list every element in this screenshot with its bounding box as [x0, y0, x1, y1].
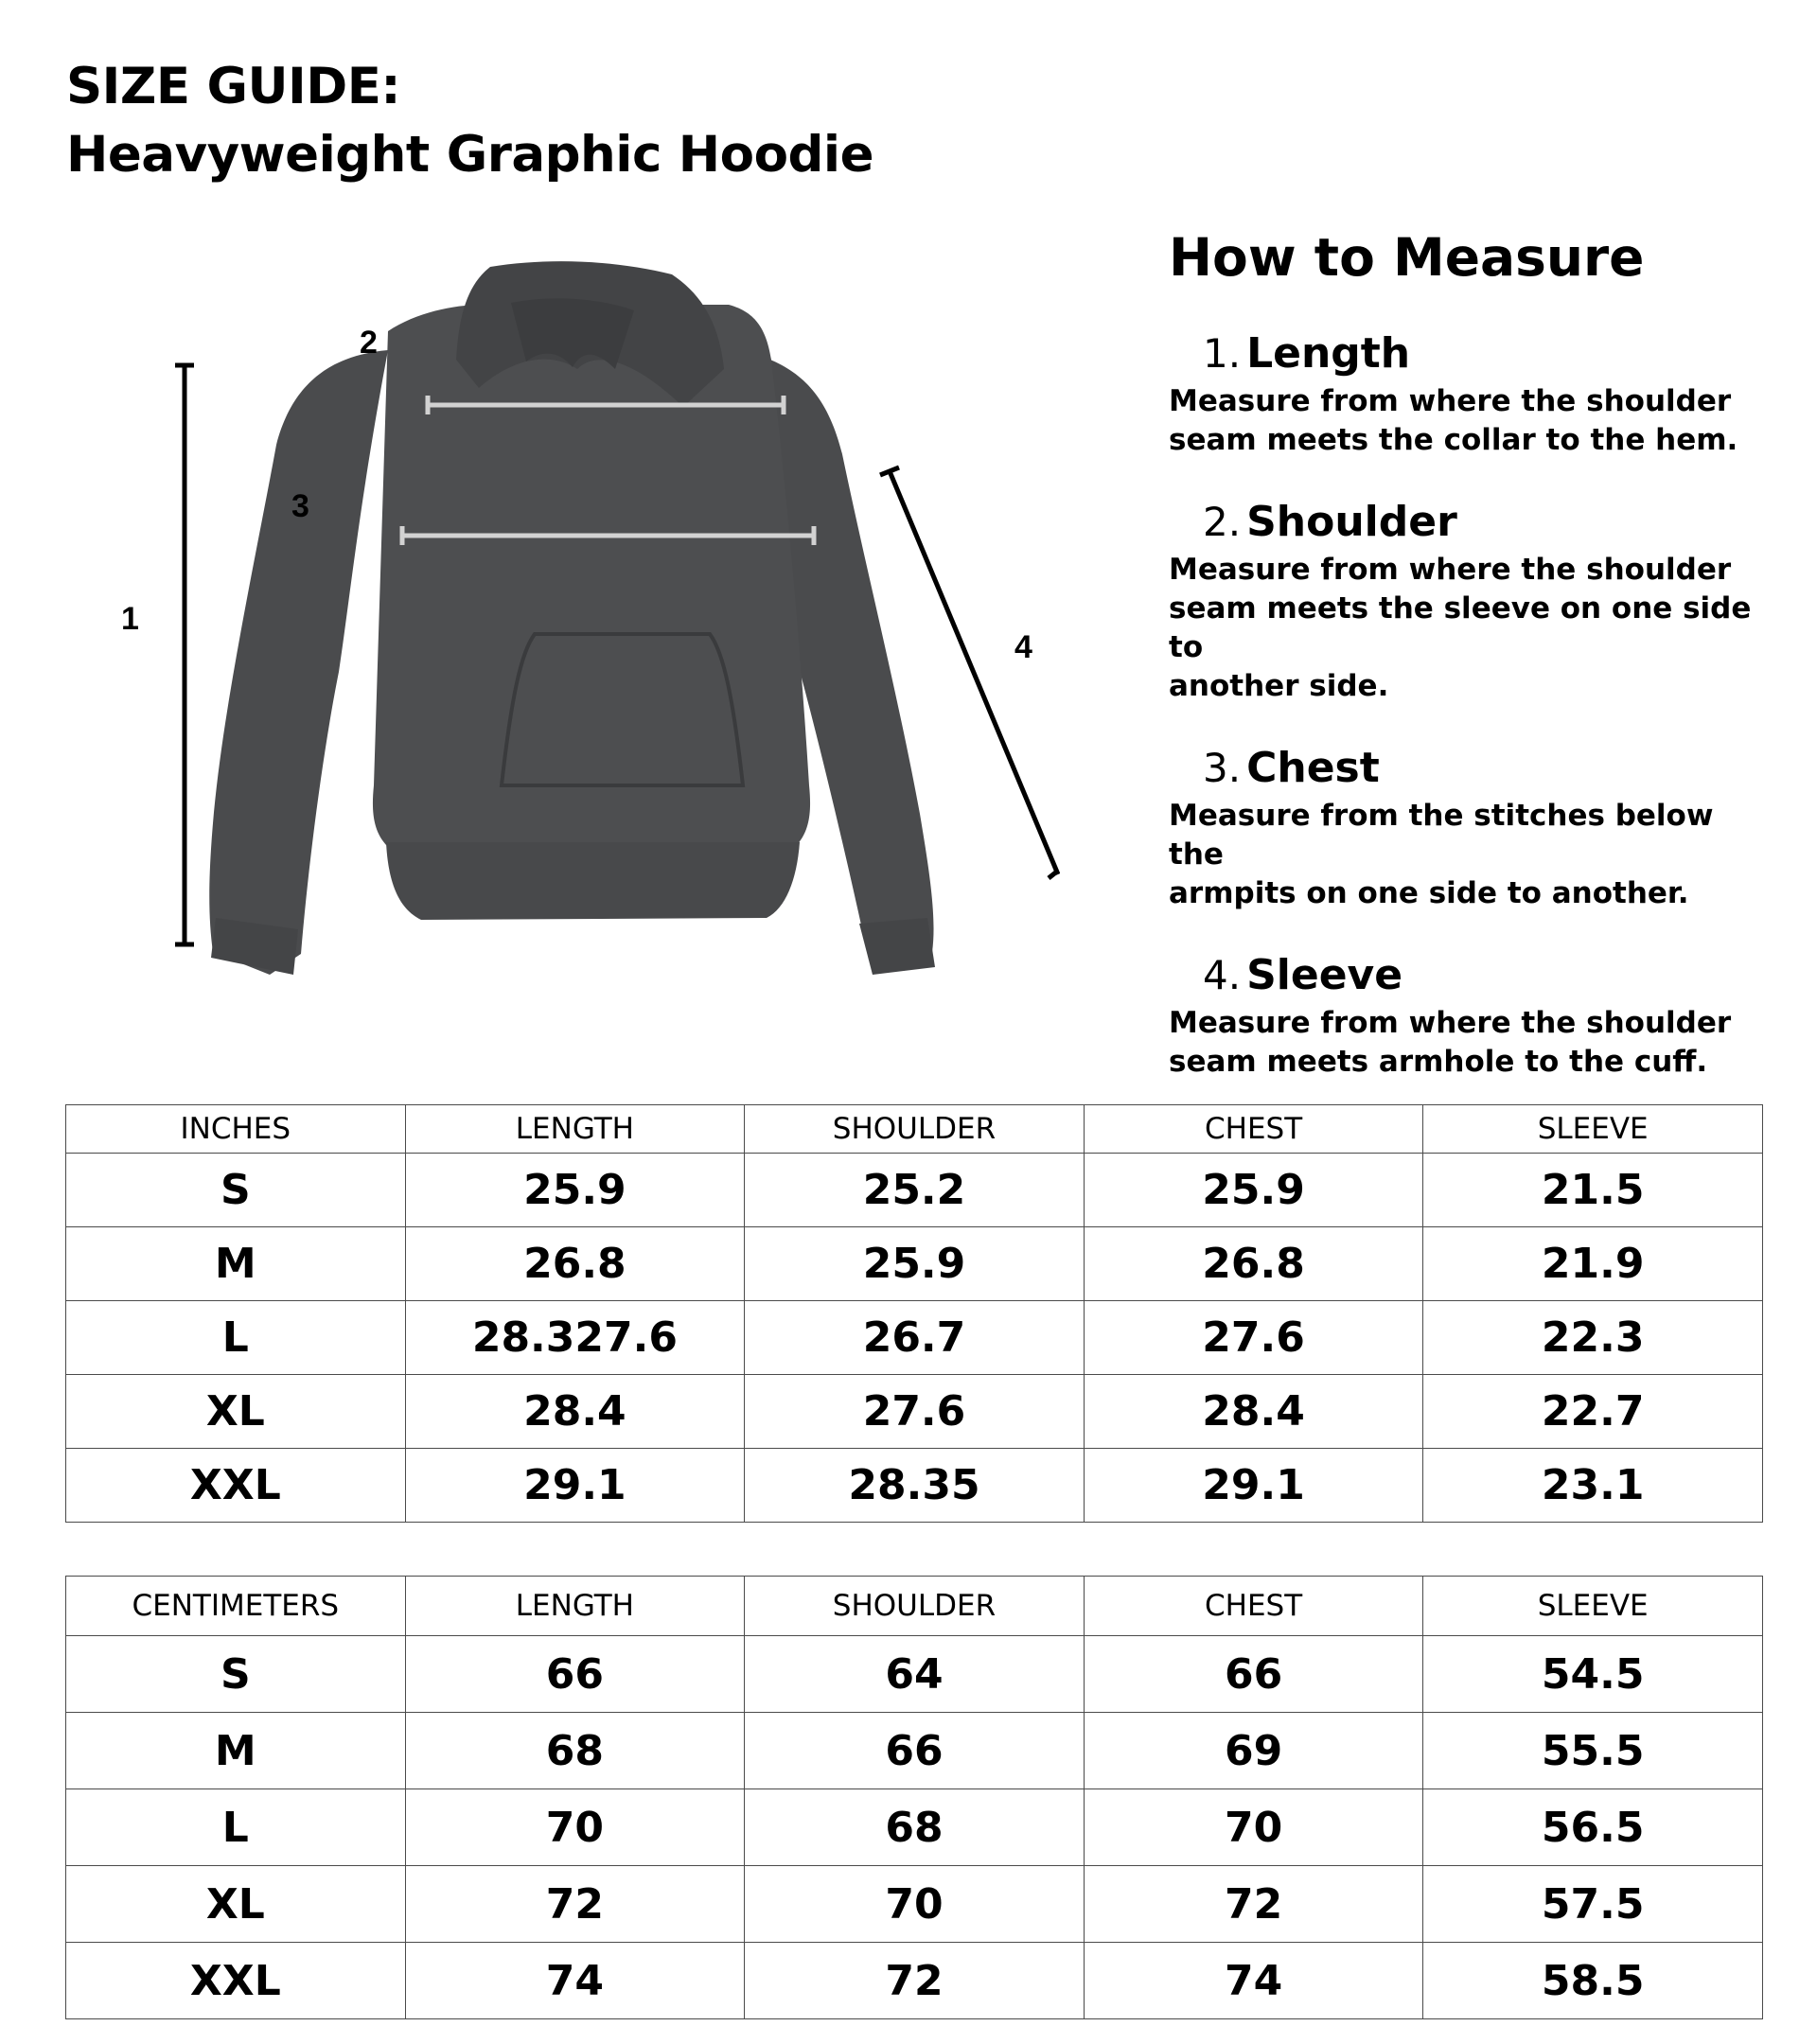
table-cell: 26.8 [1084, 1227, 1423, 1301]
table-cell: 72 [405, 1866, 745, 1943]
measure-step-sleeve [1169, 951, 1774, 1082]
marker-3: 3 [291, 488, 309, 524]
table-cell: 27.6 [745, 1375, 1085, 1449]
table-cell: 70 [1084, 1789, 1423, 1866]
table-cell: 58.5 [1423, 1943, 1763, 2019]
table-cell: 22.3 [1423, 1301, 1763, 1375]
hoodie-hem-band [386, 842, 800, 920]
table-cell: 54.5 [1423, 1636, 1763, 1713]
step-header [1169, 498, 1774, 551]
measure-step-shoulder [1169, 498, 1774, 706]
step-description-line: Measure from where the shoulder [1169, 384, 1732, 418]
column-header: INCHES [66, 1105, 406, 1154]
table-cell: 28.327.6 [405, 1301, 745, 1375]
column-header: CHEST [1084, 1577, 1423, 1636]
measure-step-chest [1169, 744, 1774, 913]
table-cell: XL [66, 1375, 406, 1449]
centimeters-size-table [65, 1576, 1763, 2019]
table-cell: 22.7 [1423, 1375, 1763, 1449]
table-cell: 28.4 [1084, 1375, 1423, 1449]
table-row [66, 1449, 1763, 1523]
step-description [1169, 382, 1774, 460]
table-cell: 21.9 [1423, 1227, 1763, 1301]
table-cell: L [66, 1301, 406, 1375]
step-description-line: another side. [1169, 669, 1389, 703]
step-name: Sleeve [1246, 951, 1403, 999]
table-cell: 66 [405, 1636, 745, 1713]
table-cell: XXL [66, 1449, 406, 1523]
hoodie-measurement-diagram [104, 256, 1060, 1013]
table-cell: 72 [1084, 1866, 1423, 1943]
table-cell: 69 [1084, 1713, 1423, 1789]
right-cuff [859, 918, 935, 975]
table-cell: 64 [745, 1636, 1085, 1713]
column-header: SHOULDER [745, 1105, 1085, 1154]
table-row [66, 1375, 1763, 1449]
step-name: Shoulder [1246, 498, 1457, 546]
table-cell: 68 [745, 1789, 1085, 1866]
table-cell: 25.9 [1084, 1154, 1423, 1227]
marker-4: 4 [1014, 629, 1032, 665]
step-description [1169, 797, 1774, 913]
column-header: SLEEVE [1423, 1577, 1763, 1636]
table-row [66, 1636, 1763, 1713]
table-cell: 70 [405, 1789, 745, 1866]
table-row [66, 1866, 1763, 1943]
step-header [1169, 744, 1774, 797]
step-name: Chest [1246, 744, 1380, 792]
column-header: SHOULDER [745, 1577, 1085, 1636]
table-cell: 74 [405, 1943, 745, 2019]
table-cell: XL [66, 1866, 406, 1943]
table-cell: 70 [745, 1866, 1085, 1943]
step-header [1169, 951, 1774, 1004]
table-row [66, 1943, 1763, 2019]
inches-size-table [65, 1104, 1763, 1523]
step-number: 1. [1203, 330, 1242, 377]
table-cell: 25.9 [745, 1227, 1085, 1301]
table-cell: S [66, 1636, 406, 1713]
table-cell: 29.1 [405, 1449, 745, 1523]
column-header: CENTIMETERS [66, 1577, 406, 1636]
column-header: SLEEVE [1423, 1105, 1763, 1154]
table-cell: 72 [745, 1943, 1085, 2019]
step-name: Length [1246, 329, 1411, 378]
column-header: LENGTH [405, 1105, 745, 1154]
step-description-line: Measure from the stitches below the [1169, 799, 1714, 872]
column-header: LENGTH [405, 1577, 745, 1636]
table-cell: 66 [745, 1713, 1085, 1789]
left-sleeve [209, 350, 388, 975]
table-cell: 27.6 [1084, 1301, 1423, 1375]
table-cell: 23.1 [1423, 1449, 1763, 1523]
step-description-line: seam meets the collar to the hem. [1169, 423, 1738, 457]
table-cell: 68 [405, 1713, 745, 1789]
marker-2: 2 [360, 325, 378, 361]
table-cell: 74 [1084, 1943, 1423, 2019]
column-header: CHEST [1084, 1105, 1423, 1154]
title-line-2: Heavyweight Graphic Hoodie [66, 126, 874, 184]
measure-step-length [1169, 329, 1774, 460]
step-number: 4. [1203, 952, 1242, 998]
table-cell: XXL [66, 1943, 406, 2019]
table-cell: 28.35 [745, 1449, 1085, 1523]
table-cell: 26.8 [405, 1227, 745, 1301]
table-cell: 55.5 [1423, 1713, 1763, 1789]
table-cell: M [66, 1227, 406, 1301]
table-cell: 26.7 [745, 1301, 1085, 1375]
table-row [66, 1301, 1763, 1375]
table-cell: 28.4 [405, 1375, 745, 1449]
hoodie-body [373, 305, 810, 847]
how-to-measure-section [1169, 227, 1774, 1119]
step-number: 3. [1203, 745, 1242, 791]
page-title [66, 53, 873, 189]
sleeve-cap-bottom [1049, 871, 1058, 878]
hoodie-illustration [209, 261, 935, 975]
table-cell: 25.2 [745, 1154, 1085, 1227]
step-number: 2. [1203, 499, 1242, 545]
how-to-measure-heading: How to Measure [1169, 227, 1645, 288]
table-cell: M [66, 1713, 406, 1789]
table-row [66, 1789, 1763, 1866]
table-cell: 21.5 [1423, 1154, 1763, 1227]
table-cell: 25.9 [405, 1154, 745, 1227]
table-row [66, 1713, 1763, 1789]
step-description-line: Measure from where the shoulder [1169, 553, 1732, 587]
marker-1: 1 [121, 601, 139, 637]
step-description-line: seam meets the sleeve on one side to [1169, 591, 1752, 664]
hood-inner [511, 298, 634, 369]
step-description-line: seam meets armhole to the cuff. [1169, 1045, 1708, 1079]
step-description-line: armpits on one side to another. [1169, 876, 1689, 910]
step-description [1169, 1004, 1774, 1082]
step-header [1169, 329, 1774, 382]
step-description-line: Measure from where the shoulder [1169, 1006, 1732, 1040]
table-cell: 29.1 [1084, 1449, 1423, 1523]
table-cell: 56.5 [1423, 1789, 1763, 1866]
table-cell: 57.5 [1423, 1866, 1763, 1943]
title-line-1: SIZE GUIDE: [66, 58, 401, 115]
step-description [1169, 551, 1774, 706]
table-header-row [66, 1577, 1763, 1636]
table-cell: 66 [1084, 1636, 1423, 1713]
table-row [66, 1154, 1763, 1227]
table-row [66, 1227, 1763, 1301]
hoodie-diagram-svg [104, 256, 1060, 1013]
table-cell: S [66, 1154, 406, 1227]
table-header-row [66, 1105, 1763, 1154]
table-cell: L [66, 1789, 406, 1866]
